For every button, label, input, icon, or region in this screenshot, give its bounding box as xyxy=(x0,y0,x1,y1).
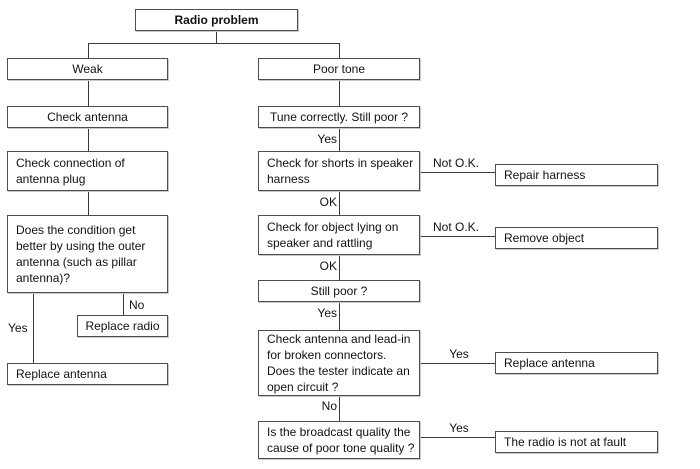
edge-label-no-leadin: No xyxy=(297,399,337,413)
node-still-poor: Still poor ? xyxy=(258,280,420,302)
node-radio-not-fault: The radio is not at fault xyxy=(495,431,658,453)
connector-shorts-repair xyxy=(420,172,495,173)
node-is-broadcast: Is the broadcast quality the cause of poor tone quality ? xyxy=(258,421,420,459)
node-weak: Weak xyxy=(7,58,168,80)
connector-stillpoor-leadin xyxy=(339,302,340,330)
connector-broadcast-notfault xyxy=(420,437,495,438)
connector-check-antenna-connection xyxy=(88,128,89,151)
connector-object-remove xyxy=(420,236,495,237)
edge-label-no-weak: No xyxy=(129,298,159,312)
connector-leadin-replace xyxy=(420,363,495,364)
connector-object-stillpoor xyxy=(339,255,340,280)
node-check-connection: Check connection of antenna plug xyxy=(7,151,168,191)
connector-leadin-broadcast xyxy=(339,396,340,421)
connector-condition-no xyxy=(123,293,124,315)
node-replace-radio: Replace radio xyxy=(77,315,168,337)
node-tune-correctly: Tune correctly. Still poor ? xyxy=(258,106,420,128)
edge-label-notok-object: Not O.K. xyxy=(433,220,491,234)
node-remove-object: Remove object xyxy=(495,227,658,249)
edge-label-yes-leadin: Yes xyxy=(442,347,476,361)
connector-connection-condition xyxy=(88,191,89,215)
connector-to-weak xyxy=(88,43,89,58)
node-check-leadin: Check antenna and lead-in for broken connectors. Does the tester indicate an open circuit ? xyxy=(258,330,420,396)
edge-label-yes-still: Yes xyxy=(297,306,337,320)
edge-label-ok-object: OK xyxy=(297,259,337,273)
edge-label-notok-shorts: Not O.K. xyxy=(433,156,491,170)
node-does-condition: Does the condition get better by using the outer antenna (such as pillar antenna)? xyxy=(7,215,168,293)
node-radio-problem: Radio problem xyxy=(135,9,298,31)
connector-condition-yes xyxy=(33,293,34,363)
connector-to-poor-tone xyxy=(339,43,340,58)
edge-label-ok-shorts: OK xyxy=(297,195,337,209)
node-replace-antenna-right: Replace antenna xyxy=(495,352,658,374)
connector-shorts-object xyxy=(339,191,340,215)
connector-weak-check-antenna xyxy=(88,80,89,106)
node-check-antenna: Check antenna xyxy=(7,106,168,128)
connector-tune-shorts xyxy=(339,128,340,151)
edge-label-yes-weak: Yes xyxy=(8,321,32,335)
edge-label-yes-tune: Yes xyxy=(297,132,337,146)
connector-poor-tune xyxy=(339,80,340,106)
node-check-shorts: Check for shorts in speaker harness xyxy=(258,151,420,191)
edge-label-yes-broadcast: Yes xyxy=(442,421,476,435)
node-replace-antenna-left: Replace antenna xyxy=(7,363,168,385)
node-check-object: Check for object lying on speaker and rattling xyxy=(258,215,420,255)
connector-branch-bar xyxy=(88,43,340,44)
node-repair-harness: Repair harness xyxy=(495,164,658,186)
node-poor-tone: Poor tone xyxy=(258,58,420,80)
